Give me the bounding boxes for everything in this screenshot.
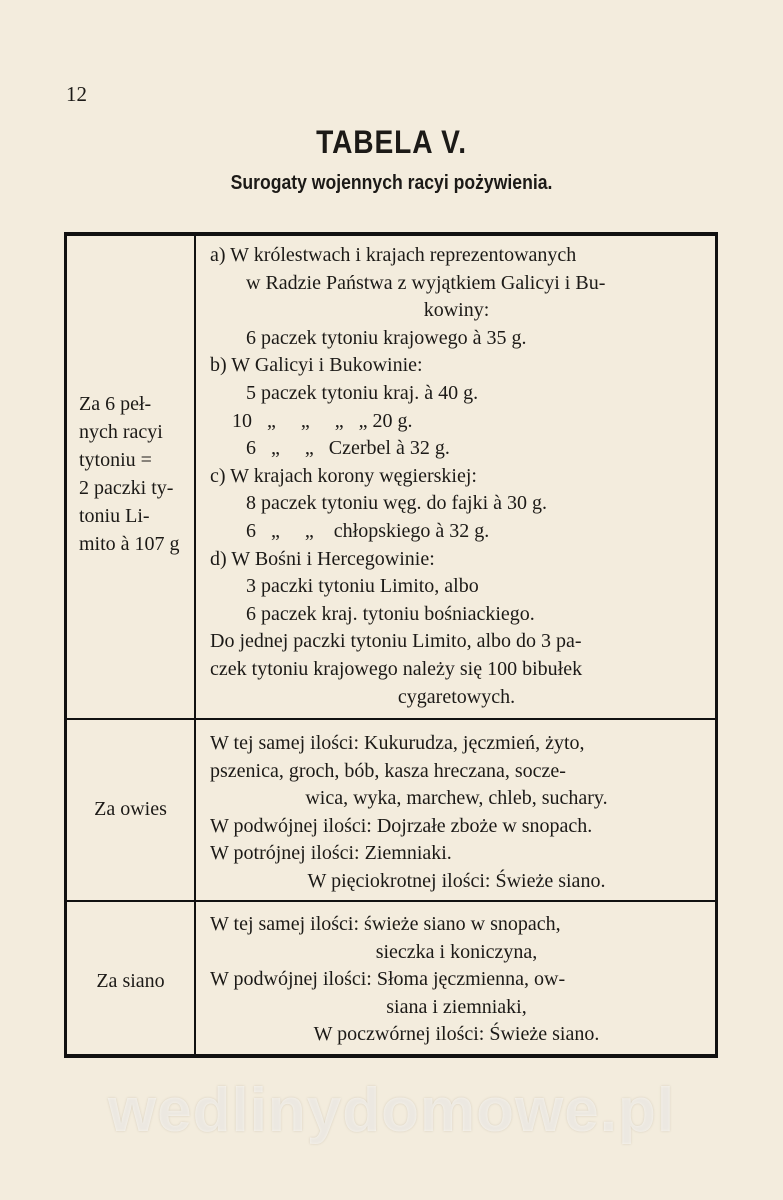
content-line: a) W królestwach i krajach reprezentowanych bbox=[210, 244, 577, 266]
row-divider bbox=[67, 900, 715, 902]
content-line: 10 „ „ „ „ 20 g. bbox=[232, 409, 413, 432]
label-line: nych racyi bbox=[79, 421, 163, 443]
row-label-tobacco bbox=[67, 390, 194, 558]
content-line: 6 „ „ Czerbel à 32 g. bbox=[246, 437, 450, 460]
label-line: Za 6 peł- bbox=[79, 393, 152, 415]
content-line: W tej samej ilości: Kukurudza, jęczmień, żyto, bbox=[210, 732, 585, 754]
table-title: TABELA V. bbox=[316, 124, 467, 160]
content-line: cygaretowych. bbox=[397, 685, 516, 708]
content-line: W podwójnej ilości: Słoma jęczmienna, ow- bbox=[210, 968, 566, 991]
content-line: w Radzie Państwa z wyjątkiem Galicyi i Bu- bbox=[246, 271, 606, 294]
page-number: 12 bbox=[66, 82, 87, 106]
content-line: pszenica, groch, bób, kasza hreczana, socze- bbox=[210, 759, 566, 782]
content-line: 3 paczki tytoniu Limito, albo bbox=[246, 575, 479, 598]
row-divider bbox=[67, 718, 715, 720]
content-line: czek tytoniu krajowego należy się 100 bibułek bbox=[210, 657, 583, 680]
watermark: wedlinydomowe.pl bbox=[107, 1076, 676, 1145]
label-line: Za siano bbox=[96, 970, 165, 992]
row-content-tobacco bbox=[196, 242, 715, 711]
content-line: siana i ziemniaki, bbox=[386, 995, 527, 1018]
label-line: mito à 107 g bbox=[79, 533, 180, 555]
content-line: W pięciokrotnej ilości: Świeże siano. bbox=[307, 869, 606, 892]
substitutes-table bbox=[64, 232, 718, 1058]
row-content-hay bbox=[196, 911, 715, 1049]
content-line: d) W Bośni i Hercegowinie: bbox=[210, 547, 435, 570]
content-line: wica, wyka, marchew, chleb, suchary. bbox=[305, 787, 608, 810]
content-line: 8 paczek tytoniu węg. do fajki à 30 g. bbox=[246, 492, 548, 515]
label-line: toniu Li- bbox=[79, 505, 150, 527]
content-line: kowiny: bbox=[423, 299, 490, 322]
row-content-oats bbox=[196, 730, 715, 896]
content-line: sieczka i koniczyna, bbox=[375, 940, 538, 963]
label-line: tytoniu = bbox=[79, 449, 152, 471]
content-line: 6 paczek tytoniu krajowego à 35 g. bbox=[246, 326, 527, 349]
content-line: c) W krajach korony węgierskiej: bbox=[210, 464, 477, 487]
content-line: 6 paczek kraj. tytoniu bośniackiego. bbox=[246, 602, 535, 625]
content-line: b) W Galicyi i Bukowinie: bbox=[210, 354, 423, 377]
content-line: W podwójnej ilości: Dojrzałe zboże w snopach. bbox=[210, 814, 593, 837]
table-subtitle: Surogaty wojennych racyi pożywienia. bbox=[230, 172, 553, 194]
row-label-oats bbox=[67, 795, 194, 823]
content-line: 5 paczek tytoniu kraj. à 40 g. bbox=[246, 381, 479, 404]
content-line: Do jednej paczki tytoniu Limito, albo do 3 pa- bbox=[210, 630, 582, 653]
label-line: 2 paczki ty- bbox=[79, 477, 174, 499]
content-line: 6 „ „ chłopskiego à 32 g. bbox=[246, 519, 490, 542]
row-label-hay bbox=[67, 967, 194, 995]
content-line: W poczwórnej ilości: Świeże siano. bbox=[313, 1023, 600, 1046]
content-line: W potrójnej ilości: Ziemniaki. bbox=[210, 842, 452, 865]
label-line: Za owies bbox=[94, 798, 167, 820]
content-line: W tej samej ilości: świeże siano w snopach, bbox=[210, 913, 561, 935]
